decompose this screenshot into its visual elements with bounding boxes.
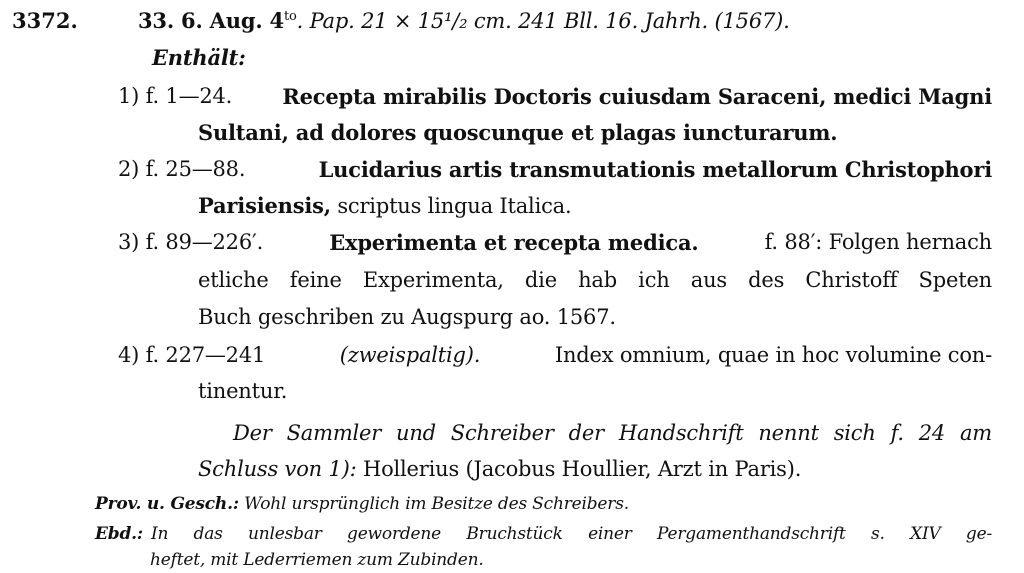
item-2-line-1 [118,157,992,182]
item-1-line-2: Sultani, ad dolores quoscunque et plagas iuncturarum. [198,120,838,145]
item-4-italic: (zweispaltig). [339,343,481,367]
provenance-text: Wohl ursprünglich im Besitze des Schreibers. [244,494,629,514]
format-superscript: to [283,9,297,24]
note-italic: Schluss von 1): [198,457,357,481]
item-1-marker: 1) f. 1—24. [118,84,233,108]
item-4-text: Index omnium, quae in hoc volumine con- [554,343,992,367]
note-roman: Hollerius (Jacobus Houllier, Arzt in Paris). [362,457,802,481]
contains-label: Enthält: [152,45,246,70]
item-3-marker: 3) f. 89—226′. [118,230,264,254]
item-2-title: Lucidarius artis transmutationis metallorum Christophori [318,157,992,182]
provenance-line [95,494,629,514]
entry-number: 3372. [12,8,78,33]
item-3-line-3: Buch geschriben zu Augspurg ao. 1567. [198,305,616,329]
entry-header [138,8,790,33]
provenance-label: Prov. u. Gesch.: [95,494,239,514]
binding-label: Ebd.: [95,524,143,544]
item-2-line-2 [198,193,571,218]
item-3-title: Experimenta et recepta medica. [329,230,699,255]
binding-text-1: In das unlesbar gewordene Bruchstück einer Pergamenthandschrift s. XIV ge- [150,524,992,544]
item-3-text: f. 88′: Folgen hernach [764,230,992,254]
physical-description: . Pap. 21 × 15¹/₂ cm. 241 Bll. 16. Jahrh. (1567). [296,9,790,33]
item-1-title: Recepta mirabilis Doctoris cuiusdam Saraceni, medici Magni [282,84,992,109]
item-2-marker: 2) f. 25—88. [118,157,246,181]
binding-line-2: heftet, mit Lederriemen zum Zubinden. [150,550,484,570]
shelfmark: 33. 6. Aug. 4 [138,8,284,33]
item-4-line-1 [118,343,992,367]
item-2-title-cont: Parisiensis, [198,193,331,218]
note-line-1: Der Sammler und Schreiber der Handschrift nennt sich f. 24 am [233,421,992,445]
item-1-line-1 [118,84,992,109]
item-4-marker: 4) f. 227—241 [118,343,266,367]
binding-line-1 [95,524,992,544]
item-3-line-1 [118,230,992,255]
item-2-text: scriptus lingua Italica. [337,194,572,218]
item-4-line-2: tinentur. [198,379,288,403]
item-3-line-2: etliche feine Experimenta, die hab ich aus des Christoff Speten [198,268,992,292]
note-line-2 [198,457,801,481]
